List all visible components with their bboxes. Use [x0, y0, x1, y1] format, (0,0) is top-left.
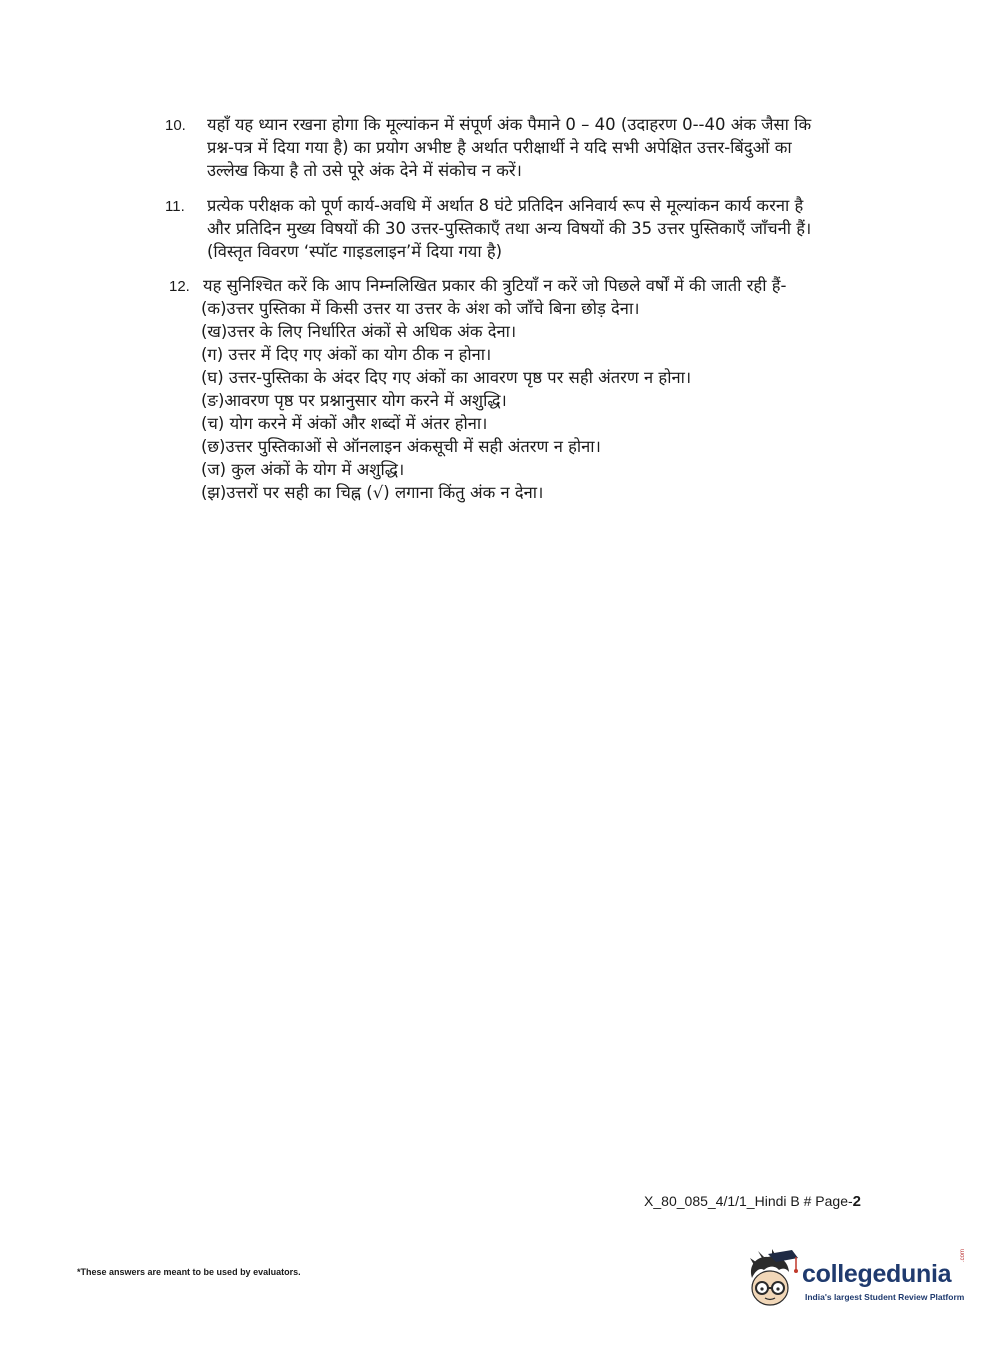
- list-item: (घ) उत्तर-पुस्तिका के अंदर दिए गए अंकों का आवरण पृष्ठ पर सही अंतरण न होना।: [201, 368, 692, 387]
- item-line: और प्रतिदिन मुख्य विषयों की 30 उत्तर-पुस्तिकाएँ तथा अन्य विषयों की 35 उत्तर पुस्तिकाएँ जाँचनी हैं।: [207, 219, 812, 238]
- item-line: उल्लेख किया है तो उसे पूरे अंक देने में संकोच न करें।: [207, 161, 522, 180]
- brand-tld: .com: [960, 1248, 966, 1262]
- list-item: (ख)उत्तर के लिए निर्धारित अंकों से अधिक अंक देना।: [201, 322, 517, 341]
- page-number: 2: [852, 1193, 861, 1210]
- collegedunia-logo: [742, 1248, 972, 1312]
- page-reference-prefix: X_80_085_4/1/1_Hindi B # Page-: [644, 1193, 853, 1209]
- item-number: 12.: [169, 278, 190, 295]
- item-text: [207, 113, 865, 182]
- item-text: [207, 194, 865, 263]
- item-line: प्रश्न-पत्र में दिया गया है) का प्रयोग अभीष्ट है अर्थात परीक्षार्थी ने यदि सभी अपेक्षित उत्तर-बिंदुओं का: [207, 138, 792, 157]
- item-lead-text: यह सुनिश्चित करें कि आप निम्नलिखित प्रकार की त्रुटियाँ न करें जो पिछले वर्षों में की जाती रही हैं-: [203, 276, 787, 295]
- evaluator-note: *These answers are meant to be used by evaluators.: [77, 1267, 301, 1277]
- list-item: (ग) उत्तर में दिए गए अंकों का योग ठीक न होना।: [201, 345, 492, 364]
- item-line: (विस्तृत विवरण ‘स्पॉट गाइडलाइन’में दिया गया है): [207, 242, 503, 261]
- instruction-item-11: [165, 194, 865, 263]
- brand-name: collegedunia: [802, 1260, 952, 1288]
- instruction-item-10: [165, 113, 865, 182]
- item-line: प्रत्येक परीक्षक को पूर्ण कार्य-अवधि में अर्थात 8 घंटे प्रतिदिन अनिवार्य रूप से मूल्यांकन कार्य करना है: [207, 196, 804, 215]
- item-number: 10.: [165, 117, 186, 134]
- list-item: (क)उत्तर पुस्तिका में किसी उत्तर या उत्तर के अंश को जाँचे बिना छोड़ देना।: [201, 299, 640, 318]
- list-item: (छ)उत्तर पुस्तिकाओं से ऑनलाइन अंकसूची में सही अंतरण न होना।: [201, 437, 601, 456]
- instruction-item-12: [165, 274, 865, 504]
- student-mascot-icon: [742, 1248, 800, 1310]
- item-line: यहाँ यह ध्यान रखना होगा कि मूल्यांकन में संपूर्ण अंक पैमाने 0 – 40 (उदाहरण 0--40 अंक जैसा कि: [207, 115, 812, 134]
- page-reference: [644, 1193, 861, 1210]
- item-number: 11.: [165, 198, 185, 215]
- list-item: (ङ)आवरण पृष्ठ पर प्रश्नानुसार योग करने में अशुद्धि।: [201, 391, 507, 410]
- list-item: (च) योग करने में अंकों और शब्दों में अंतर होना।: [201, 414, 488, 433]
- list-item: (झ)उत्तरों पर सही का चिह्न (√) लगाना किंतु अंक न देना।: [201, 483, 544, 502]
- error-list: [201, 297, 865, 504]
- brand-tagline: India's largest Student Review Platform: [805, 1292, 965, 1302]
- list-item: (ज) कुल अंकों के योग में अशुद्धि।: [201, 460, 405, 479]
